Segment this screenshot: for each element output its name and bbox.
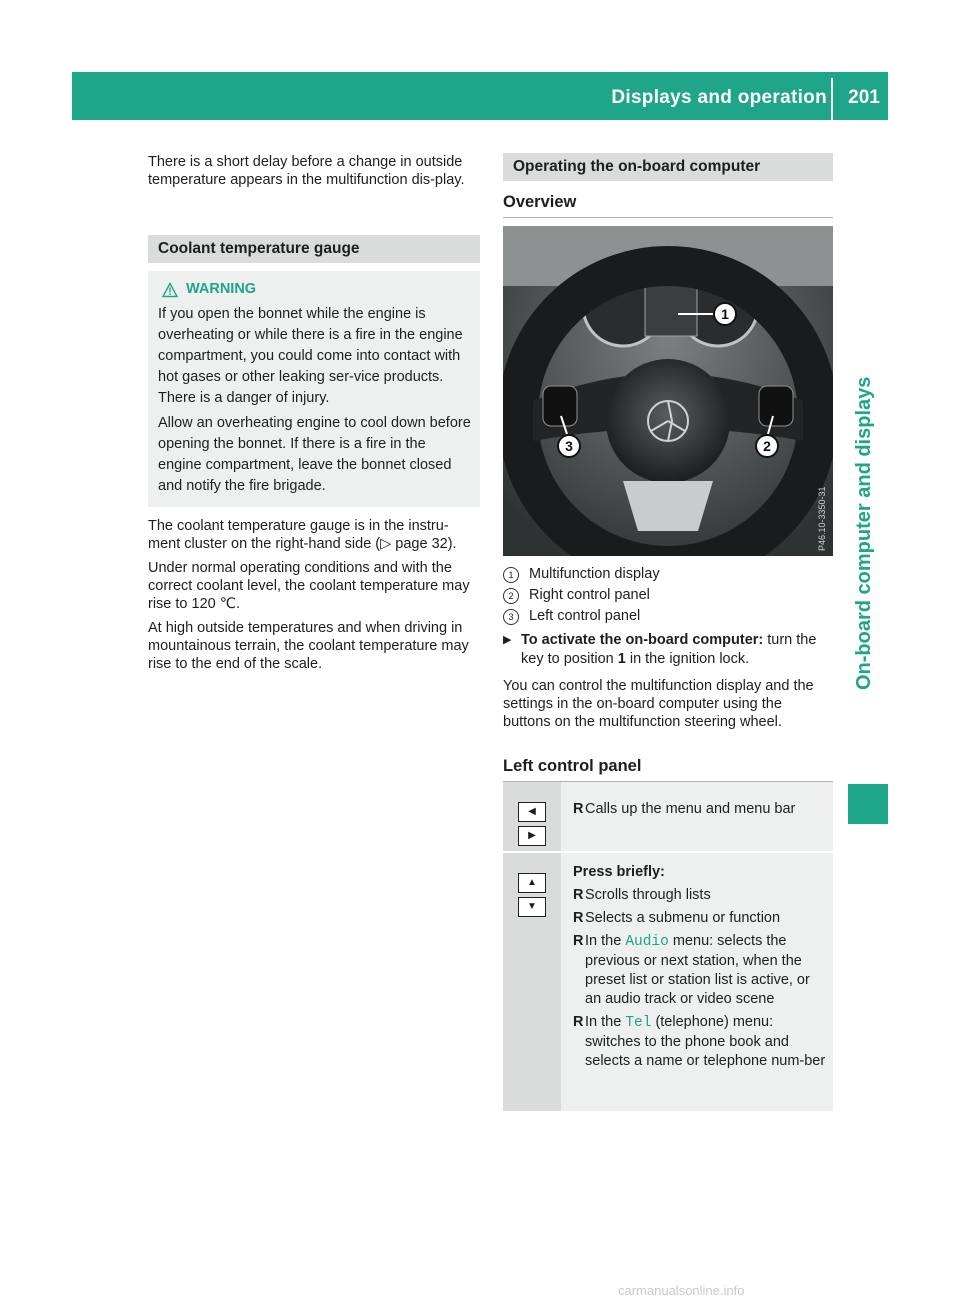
control-para: You can control the multifunction display and the settings in the on-board computer using the buttons on the multifunction steering wheel. — [503, 678, 814, 730]
up-arrow-key-icon: ▲ — [518, 873, 546, 893]
warning-title: WARNING — [186, 281, 257, 297]
legend-label: Left control panel — [529, 608, 641, 624]
side-tab-marker — [848, 784, 888, 824]
warning-box — [148, 271, 480, 507]
legend-number: 1 — [503, 567, 519, 583]
keys-cell — [503, 852, 561, 1111]
svg-text:1: 1 — [721, 306, 729, 322]
legend-number: 3 — [503, 609, 519, 625]
legend-item — [503, 585, 833, 606]
description-cell: Press briefly: R Scrolls through lists R Selects a submenu or function R In the Audio menu: selects the previous or next station, when the preset list or station list is active, or an audio track or video scene R In the Tel (telephone) menu: switches to the phone book and selects a name or telephone num-ber — [561, 852, 833, 1111]
legend-number: 2 — [503, 588, 519, 604]
left-column — [148, 153, 480, 679]
activation-step — [503, 631, 833, 669]
step-text: To activate the on-board computer: turn the key to position 1 in the ignition lock. — [521, 632, 817, 667]
control-table — [503, 782, 833, 1111]
watermark: carmanualsonline.info — [618, 1283, 745, 1298]
legend-list — [503, 564, 833, 627]
warning-title-row — [158, 279, 472, 300]
legend-label: Multifunction display — [529, 566, 660, 582]
legend-item — [503, 564, 833, 585]
right-arrow-key-icon: ▶ — [518, 826, 546, 846]
side-tab-label: On-board computer and displays — [853, 376, 875, 690]
svg-text:2: 2 — [763, 438, 771, 454]
left-panel-heading: Left control panel — [503, 757, 833, 782]
bullet-text: Selects a submenu or function — [585, 910, 781, 926]
bullet-text: In the Audio menu: selects the previous or next station, when the preset list or station list is active, or an audio track or video scene — [585, 933, 810, 1007]
bullet-text: In the Tel (telephone) menu: switches to the phone book and selects a name or telephone num-ber — [585, 1014, 826, 1069]
header-title: Displays and operation — [611, 87, 827, 108]
bullet-text: Scrolls through lists — [585, 887, 711, 903]
onboard-heading: Operating the on-board computer — [503, 153, 833, 181]
coolant-heading: Coolant temperature gauge — [148, 235, 480, 263]
step-arrow-icon: ▶ — [503, 634, 512, 646]
page-number: 201 — [848, 87, 880, 108]
warning-triangle-icon — [162, 282, 178, 298]
warning-para-1: If you open the bonnet while the engine is overheating or while there is a fire in the engine compartment, you could come into contact with hot gases or other leaking ser-vice products. There is a danger of injury. — [158, 306, 463, 406]
left-arrow-key-icon: ◀ — [518, 802, 546, 822]
tel-menu-label: Tel — [625, 1015, 652, 1031]
header-bar — [72, 72, 888, 120]
legend-label: Right control panel — [529, 587, 650, 603]
warning-para-2: Allow an overheating engine to cool down before opening the bonnet. If there is a fire in the engine compartment, leave the bonnet closed and notify the fire brigade. — [158, 415, 471, 494]
intro-text: There is a short delay before a change in outside temperature appears in the multifunction dis-play. — [148, 154, 465, 188]
keys-cell — [503, 782, 561, 852]
bullet-text: Calls up the menu and menu bar — [585, 801, 796, 817]
steering-wheel-image — [503, 226, 833, 556]
header-separator — [831, 78, 833, 120]
overview-heading: Overview — [503, 193, 833, 218]
svg-text:3: 3 — [565, 438, 573, 454]
coolant-para-3: At high outside temperatures and when driving in mountainous terrain, the coolant temperature may rise to the end of the scale. — [148, 620, 469, 672]
audio-menu-label: Audio — [625, 934, 669, 950]
description-cell: R Calls up the menu and menu bar — [561, 782, 833, 852]
table-row — [503, 782, 833, 852]
coolant-para-2: Under normal operating conditions and with the correct coolant level, the coolant temperature may rise to 120 ℃. — [148, 560, 470, 612]
image-code: P46.10-3350-31 — [817, 486, 827, 551]
press-briefly-title: Press briefly: — [573, 864, 665, 880]
coolant-para-1: The coolant temperature gauge is in the instru-ment cluster on the right-hand side (▷ page 32). — [148, 518, 457, 552]
steering-wheel-illustration — [503, 226, 833, 556]
right-column — [503, 153, 833, 1111]
legend-item — [503, 606, 833, 627]
table-row — [503, 852, 833, 1111]
down-arrow-key-icon: ▼ — [518, 897, 546, 917]
